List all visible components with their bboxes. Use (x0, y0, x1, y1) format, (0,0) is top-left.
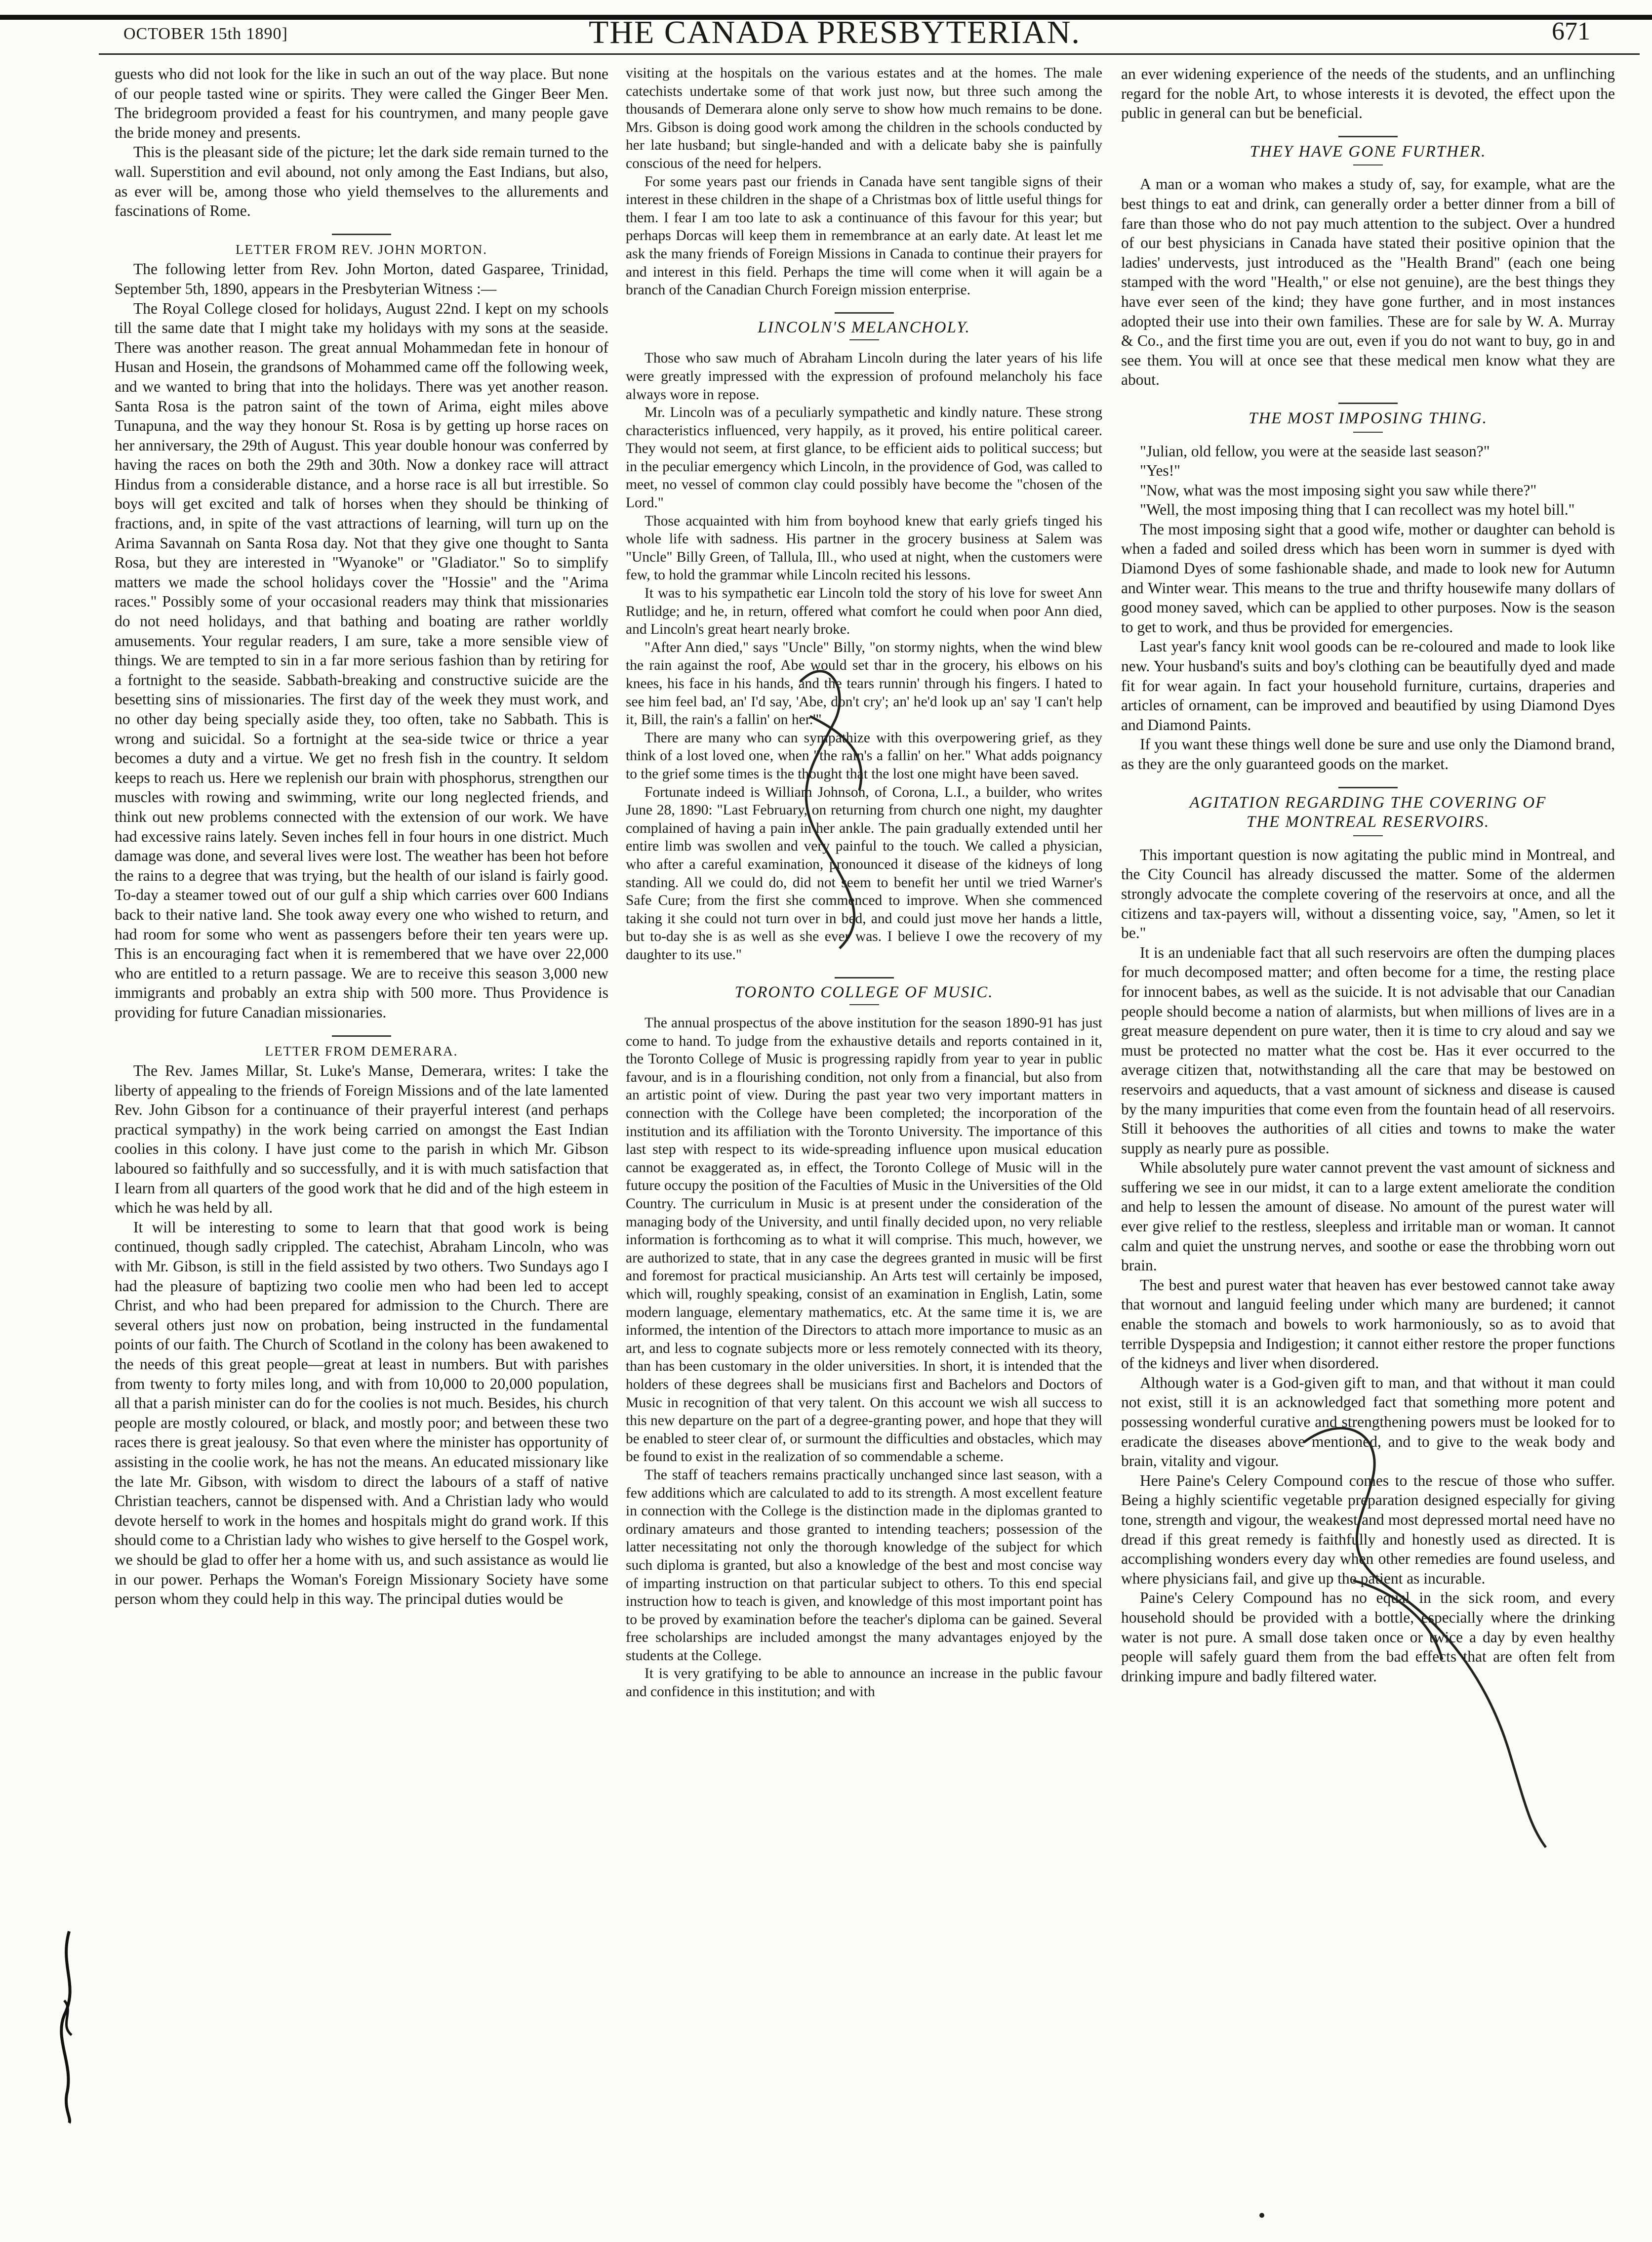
article-heading-further: THEY HAVE GONE FURTHER. (1249, 142, 1487, 161)
paragraph: Those who saw much of Abraham Lincoln during the later years of his life were greatly impressed with the expression of profound melancholy his face always wore in repose. (626, 350, 1102, 403)
article-heading-lincoln: LINCOLN'S MELANCHOLY. (758, 318, 970, 336)
section-divider (1338, 136, 1398, 137)
paragraph: "Well, the most imposing thing that I can recollect was my hotel bill." (1140, 501, 1575, 519)
paragraph: Although water is a God-given gift to man, and that without it man could not exist, still it is an acknowledged fact that something more potent and possessing wonderful curative and strengthening powers must be looked for to eradicate the diseases above mentioned, and to give to the weak body and brain, vitality and vigour. (1121, 1374, 1615, 1470)
paragraph: While absolutely pure water cannot prevent the vast amount of sickness and suffering we see in our midst, it can to a large extent ameliorate the condition and help to lessen the amount of disease. No amount of the purest water will ever give relief to the restless, sleepless and irritable man or woman. It cannot calm and quiet the unstrung nerves, and soothe or ease the throbbing worn out brain. (1121, 1159, 1615, 1274)
page-number: 671 (1552, 17, 1590, 45)
paragraph: The Rev. James Millar, St. Luke's Manse, Demerara, writes: I take the liberty of appealing to the friends of Foreign Missions and of the late lamented Rev. John Gibson for a continuance of their prayerful interest (and perhaps practical sympathy) in the work being carried on amongst the East Indian coolies in this colony. I have just come to the parish in which Mr. Gibson laboured so faithfully and so successfully, and it is with much satisfaction that I learn from all quarters of the good work that he did and of the high esteem in which he was held by all. (115, 1062, 608, 1217)
paragraph: "After Ann died," says "Uncle" Billy, "on stormy nights, when the wind blew the rain against the roof, Abe would set thar in the grocery, his elbows on his knees, his face in his hands, and the tears runnin' through his fingers. I hated to see him feel bad, an' I'd say, 'Abe, don't cry'; an' he'd look up an' say 'I can't help it, Bill, the rain's a fallin' on her.'" (626, 639, 1102, 728)
heading-rule (1353, 164, 1383, 165)
paragraph: "Yes!" (1140, 462, 1181, 480)
section-divider (835, 312, 894, 314)
paragraph: A man or a woman who makes a study of, say, for example, what are the best things to eat and drink, can generally order a better dinner from a bill of fare than those who do not pay much attention to the subject. Over a hundred of our best physicians in Canada have stated their positive opinion that the ladies' undervests, just introduced as the "Health Brand" (each one being stamped with the word "Health," or else not genuine), are the best things they have ever seen of the kind; they have gone further, and in most instances adopted their use into their own families. These are for sale by W. A. Murray & Co., and the first time you are out, even if you do not want to buy, go in and see them. You will at once see that these medical men know what they are about. (1121, 175, 1615, 389)
section-divider (332, 1035, 391, 1037)
paragraph: Here Paine's Celery Compound comes to the rescue of those who suffer. Being a highly scientific vegetable preparation designed especially for giving tone, strength and vigour, the weakest and most depressed mortal need have no dread if this great remedy is faithfully and honestly used as directed. It is accomplishing wonders every day when other remedies are found useless, and where physicians fail, and give up the patient as incurable. (1121, 1471, 1615, 1587)
paragraph: Last year's fancy knit wool goods can be re-coloured and made to look like new. Your husband's suits and boy's clothing can be beautifully dyed and made fit for wear again. In fact your household furniture, curtains, draperies and articles of ornament, can be improved and beautified by using Diamond Dyes and Diamond Paints. (1121, 638, 1615, 734)
heading-rule (1353, 432, 1383, 433)
paragraph: It was to his sympathetic ear Lincoln told the story of his love for sweet Ann Rutlidge; and he, in return, offered what comfort he could when poor Ann died, and Lincoln's great heart nearly broke. (626, 585, 1102, 638)
paragraph: There are many who can sympathize with this overpowering grief, as they think of a lost loved one, when "the rain's a fallin' on her." What adds poignancy to the grief some times is the thought that the lost one might have been saved. (626, 730, 1102, 782)
heading-rule (1353, 835, 1383, 836)
paragraph: The staff of teachers remains practically unchanged since last season, with a few additions which are calculated to add to its strength. A most excellent feature in connection with the College is the distinction made in the diplomas granted to ordinary amateurs and those granted to intending teachers; possession of the latter necessitating not only the thorough knowledge of the subject for which such diploma is granted, but also a knowledge of the best and most concise way of imparting instruction on that particular subject to others. To this end special instruction how to teach is given, and knowledge of this most important point has to be proved by examination before the teacher's diploma can be gained. Several free scholarships are included amongst the many advantages enjoyed by the students at the College. (626, 1467, 1102, 1664)
section-divider (1338, 787, 1398, 788)
paragraph: "Julian, old fellow, you were at the seaside last season?" (1140, 442, 1490, 460)
newspaper-title: THE CANADA PRESBYTERIAN. (589, 14, 1081, 50)
paragraph: Mr. Lincoln was of a peculiarly sympathetic and kindly nature. These strong characteristics influenced, very happily, as it proved, his entire political career. They would not seem, at first glance, to be efficient aids to political success; but in the peculiar emergency which Lincoln, in the providence of God, was called to meet, no vessel of common clay could possibly have become the "chosen of the Lord." (626, 405, 1102, 511)
ink-dot (1259, 2213, 1264, 2218)
paragraph: The annual prospectus of the above institution for the season 1890-91 has just come to hand. To judge from the exhaustive details and reports contained in it, the Toronto College of Music is progressing rapidly from year to year in public favour, and is in a flourishing condition, not only from a financial, but also from an artistic point of view. During the past year two very important matters in connection with the College have been completed; the incorporation of the institution and its affiliation with the Toronto University. The importance of this last step with respect to its wide-spreading influence upon musical education cannot be exaggerated as, in effect, the Toronto College of Music will in the future occupy the position of the Faculties of Music in the Universities of the Old Country. The curriculum in Music is at present under the consideration of the managing body of the University, and until finally decided upon, no very reliable information is forthcoming as to what it will comprise. This much, however, we are authorized to state, that in any case the degrees granted in music will be first and foremost for practical musicianship. An Arts test will certainly be imposed, which will, roughly speaking, consist of an examination in English, Latin, some modern language, elementary mathematics, etc. At the same time it is, we are informed, the intention of the Directors to attach more importance to music as an art, and less to cognate subjects more or less remotely connected with its theory, than has been customary in the older universities. In short, it is intended that the holders of these degrees shall be musicians first and Bachelors and Doctors of Music in recognition of that very talent. On this account we wish all success to this new departure on the part of a degree-granting power, and hope that they will be enabled to steer clear of, or surmount the difficulties and obstacles, which may be found to exist in the realization of so commendable a scheme. (626, 1015, 1102, 1465)
paragraph: This is the pleasant side of the picture; let the dark side remain turned to the wall. Superstition and evil abound, not only among the East Indians, but also, as ever will be, among those who yield themselves to the allurements and fascinations of Rome. (115, 143, 608, 220)
paragraph: It is an undeniable fact that all such reservoirs are often the dumping places for much decomposed matter; and often become for a time, the resting place for innocent babes, as well as the suicide. It is not advisable that our Canadian people should become a nation of alarmists, but when millions of lives are in a great measure dependent on pure water, then it is time to cry aloud and say we must be protected no matter what the cost be. Has it ever occurred to the average citizen that, notwithstanding all the care that may be bestowed on reservoirs and aqueducts, that a vast amount of sickness and disease is caused by the many impurities that come even from the fountain head of all reservoirs. Still it behooves the authorities of all cities and towns to make the water supply as nearly pure as possible. (1121, 943, 1615, 1157)
paragraph: For some years past our friends in Canada have sent tangible signs of their interest in these children in the shape of a Christmas box of little useful things for them. I fear I am too late to ask a continuance of this favour for this year; but perhaps Dorcas will keep them in remembrance at an early date. At least let me ask the many friends of Foreign Missions in Canada to continue their prayers for and interest in this field. Perhaps the time will come when it will again be a branch of the Canadian Church Foreign mission enterprise. (626, 173, 1102, 298)
paragraph: This important question is now agitating the public mind in Montreal, and the City Council has already discussed the matter. Some of the aldermen strongly advocate the complete covering of the reservoirs at once, and all the citizens and tax-payers will, without a dissenting voice, say, "Amen, so let it be." (1121, 846, 1615, 942)
header-rule (99, 53, 1640, 55)
paragraph: The most imposing sight that a good wife, mother or daughter can behold is when a faded and soiled dress which has been worn in summer is dyed with Diamond Dyes of some fashionable shade, and made to look new for Autumn and Winter wear. This means to the true and thrifty housewife many dollars of good money saved, which can be applied to other purposes. Now is the season to get to work, and thus be provided for emergencies. (1121, 520, 1615, 636)
issue-date: OCTOBER 15th 1890] (123, 25, 288, 43)
paragraph: "Now, what was the most imposing sight you saw while there?" (1140, 481, 1537, 499)
heading-rule (849, 1004, 879, 1005)
column-3 (1121, 64, 1615, 1686)
article-heading-morton: LETTER FROM REV. JOHN MORTON. (236, 242, 487, 257)
paragraph: The best and purest water that heaven has ever bestowed cannot take away that wornout and languid feeling under which many are burdened; it cannot enable the stomach and bowels to work harmoniously, so as to avoid that terrible Dyspepsia and Indigestion; it cannot either restore the proper functions of the kidneys and liver when disordered. (1121, 1276, 1615, 1372)
paragraph: The Royal College closed for holidays, August 22nd. I kept on my schools till the same date that I might take my holidays with my sons at the seaside. There was another reason. The great annual Mohammedan fete in honour of Husan and Hosein, the grandsons of Mohammed came off the following week, and we wanted to bring that into the holidays. There was yet another reason. Santa Rosa is the patron saint of the town of Arima, eight miles above Tunapuna, and the way they honour St. Rosa is by getting up horse races on her anniversary, the 29th of August. This year double honour was conferred by having the races on both the 29th and 30th. Now a donkey race will attract Hindus from a considerable distance, and a horse race is all but irrestible. So boys will get excited and talk of horses when they should be thinking of fractions, and, in spite of the vast attractions of learning, will turn up on the Arima Savannah on Santa Rosa day. Not that they give one thought to Santa Rosa, but they are interested in "Wyanoke" or "Gladiator." So to simplify matters we made the school holidays cover the "Hossie" and the "Arima races." Possibly some of your occasional readers may think that missionaries do not need holidays, and that bathing and boating are rather worldly amusements. Your regular readers, I am sure, take a more sensible view of things. We are tempted to sin in a far more serious fashion than by retiring for a fortnight to the seaside. Sabbath-breaking and constructive suicide are the besetting sins of missionaries. The first day of the week they must work, and no other day being specially aside they, too often, take no Sabbath. This is wrong and suicidal. So a fortnight at the sea-side twice or thrice a year becomes a duty and a virtue. We get no fresh fish in the country. It seldom keeps to reach us. Here we replenish our brain with phosphorus, strengthen our muscles with rowing and swimming, write our long neglected friends, and think out new problems connected with the extension of our work. We have had excessive rains lately. Seven inches fell in four hours in one district. Much damage was done, and several lives were lost. The weather has been hot before the rains to a degree that was trying, but the health of our island is fairly good. To-day a steamer towed out of our gulf a ship which carries over 600 Indians back to their native land. She took away every one who wished to return, and had room for some who went as passengers before their ten years were up. This is an encouraging fact when it is remembered that we have over 22,000 who are entitled to a return passage. We are to receive this season 3,000 new immigrants and probably an extra ship with 500 more. Thus Providence is providing for future Canadian missionaries. (115, 299, 608, 1021)
paragraph: The following letter from Rev. John Morton, dated Gasparee, Trinidad, September 5th, 1890, appears in the Presbyterian Witness :— (115, 260, 608, 297)
paragraph: It will be interesting to some to learn that that good work is being continued, though sadly crippled. The catechist, Abraham Lincoln, who was with Mr. Gibson, is still in the field assisted by two others. Two Sundays ago I had the pleasure of baptizing two coolie men who had been led to accept Christ, and who had been prepared for admission to the Church. There are several others just now on probation, being instructed in the fundamental points of our faith. The Church of Scotland in the colony has been awakened to the needs of this great people—great at least in numbers. But with parishes from twenty to forty miles long, and with from 10,000 to 20,000 population, all that a parish minister can do for the coolies is not much. Besides, his church people are mostly coloured, or black, and mostly poor; and between these two races there is great jealousy. So that even where the minister has opportunity of assisting in the coolie work, he has not the means. An educated missionary like the late Mr. Gibson, with wisdom to direct the labours of a staff of native Christian teachers, cannot be dispensed with. And a Christian lady who would devote herself to work in the homes and hospitals might do grand work. If this should come to a Christian lady who wishes to give herself to the Gospel work, we should be glad to offer her a home with us, and such assistance as would lie in our power. Perhaps the Woman's Foreign Missionary Society have some person whom they could help in this way. The principal duties would be (115, 1218, 608, 1608)
article-heading-reservoirs-line1: AGITATION REGARDING THE COVERING OF (1189, 793, 1547, 812)
column-2 (626, 64, 1102, 1701)
paragraph: an ever widening experience of the needs of the students, and an unflinching regard for the noble Art, to whose interests it is devoted, the effect upon the public in general can but be beneficial. (1121, 65, 1615, 122)
paragraph: Paine's Celery Compound has no equal in the sick room, and every household should be provided with a bottle, especially where the drinking water is not pure. A small dose taken once or twice a day by even healthy people will safely guard them from the bad effects that are often felt from drinking impure and badly filtered water. (1121, 1589, 1615, 1685)
paragraph: Fortunate indeed is William Johnson, of Corona, L.I., a builder, who writes June 28, 1890: "Last February, on returning from church one night, my daughter complained of having a pain in her ankle. The pain gradually extended until her entire limb was swollen and very painful to the touch. We called a physician, who after a careful examination, pronounced it disease of the kidneys of long standing. All we could do, did not seem to benefit her until we tried Warner's Safe Cure; from the first she commenced to improve. When she commenced taking it she could not turn over in bed, and could just move her hands a little, but to-day she is as well as she ever was. I believe I owe the recovery of my daughter to its use." (626, 784, 1102, 963)
heading-rule (849, 339, 879, 340)
section-divider (835, 977, 894, 978)
column-1 (115, 64, 608, 1609)
paragraph: Those acquainted with him from boyhood knew that early griefs tinged his whole life with sadness. His partner in the grocery business at Salem was "Uncle" Billy Green, of Tallula, Ill., who used at night, when the customers were few, to hold the grammar while Lincoln recited his lessons. (626, 513, 1102, 583)
paragraph: visiting at the hospitals on the various estates and at the homes. The male catechists undertake some of that work just now, but three such among the thousands of Demerara alone only serve to show how much remains to be done. Mrs. Gibson is doing good work among the children in the schools conducted by her late husband; but single-handed and with a delicate baby she is painfully conscious of the need for helpers. (626, 65, 1102, 171)
section-divider (1338, 403, 1398, 404)
paragraph: It is very gratifying to be able to announce an increase in the public favour and confidence in this institution; and with (626, 1666, 1102, 1700)
margin-ink-mark (49, 1926, 89, 2124)
masthead (59, 11, 1610, 50)
paragraph: If you want these things well done be sure and use only the Diamond brand, as they are the only guaranteed goods on the market. (1121, 735, 1615, 773)
paragraph: guests who did not look for the like in such an out of the way place. But none of our people tasted wine or spirits. They were called the Ginger Beer Men. The bridegroom provided a feast for his countrymen, and many people gave the bride money and presents. (115, 65, 608, 141)
article-heading-music: TORONTO COLLEGE OF MUSIC. (734, 983, 994, 1001)
article-heading-reservoirs-line2: THE MONTREAL RESERVOIRS. (1246, 813, 1490, 831)
article-heading-imposing: THE MOST IMPOSING THING. (1249, 409, 1488, 427)
article-heading-demerara: LETTER FROM DEMERARA. (265, 1043, 458, 1059)
section-divider (332, 234, 391, 235)
